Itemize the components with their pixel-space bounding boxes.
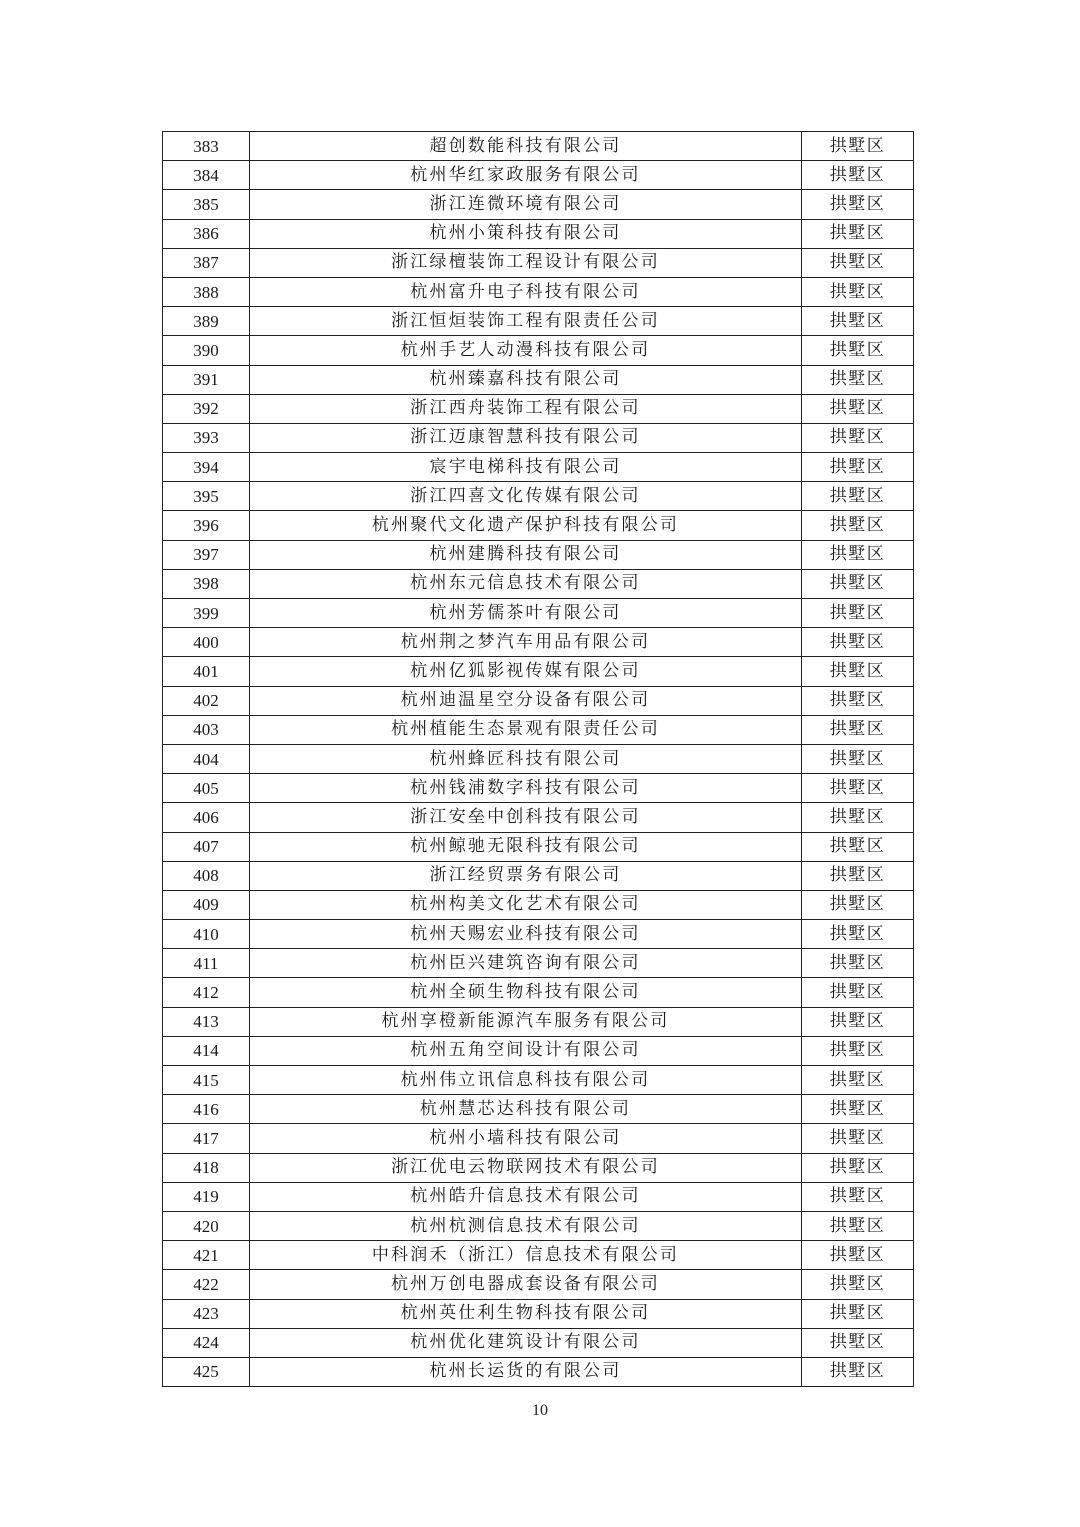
- table-row: [163, 190, 914, 219]
- row-number-cell: 421: [163, 1241, 250, 1270]
- district-cell: 拱墅区: [802, 1241, 914, 1270]
- table-row: [163, 1124, 914, 1153]
- district-cell: 拱墅区: [802, 1095, 914, 1124]
- table-row: [163, 920, 914, 949]
- company-name-cell: 浙江优电云物联网技术有限公司: [250, 1153, 802, 1182]
- district-cell: 拱墅区: [802, 540, 914, 569]
- company-name-cell: 杭州享橙新能源汽车服务有限公司: [250, 1007, 802, 1036]
- district-cell: 拱墅区: [802, 628, 914, 657]
- district-cell: 拱墅区: [802, 277, 914, 306]
- row-number-cell: 423: [163, 1299, 250, 1328]
- row-number-cell: 383: [163, 132, 250, 161]
- page-number: 10: [532, 1402, 548, 1419]
- row-number-cell: 393: [163, 423, 250, 452]
- table-row: [163, 1328, 914, 1357]
- district-cell: 拱墅区: [802, 132, 914, 161]
- district-cell: 拱墅区: [802, 1357, 914, 1386]
- district-cell: 拱墅区: [802, 569, 914, 598]
- district-cell: 拱墅区: [802, 1153, 914, 1182]
- table-row: [163, 336, 914, 365]
- row-number-cell: 401: [163, 657, 250, 686]
- row-number-cell: 392: [163, 394, 250, 423]
- row-number-cell: 397: [163, 540, 250, 569]
- company-name-cell: 杭州亿狐影视传媒有限公司: [250, 657, 802, 686]
- row-number-cell: 415: [163, 1066, 250, 1095]
- company-name-cell: 杭州鲸驰无限科技有限公司: [250, 832, 802, 861]
- district-cell: 拱墅区: [802, 599, 914, 628]
- row-number-cell: 384: [163, 161, 250, 190]
- table-row: [163, 803, 914, 832]
- table-row: [163, 1066, 914, 1095]
- district-cell: 拱墅区: [802, 1036, 914, 1065]
- row-number-cell: 385: [163, 190, 250, 219]
- row-number-cell: 417: [163, 1124, 250, 1153]
- company-name-cell: 杭州荆之梦汽车用品有限公司: [250, 628, 802, 657]
- table-row: [163, 1241, 914, 1270]
- row-number-cell: 390: [163, 336, 250, 365]
- company-name-cell: 浙江经贸票务有限公司: [250, 861, 802, 890]
- row-number-cell: 395: [163, 482, 250, 511]
- table-row: [163, 1357, 914, 1386]
- company-name-cell: 浙江四喜文化传媒有限公司: [250, 482, 802, 511]
- table-row: [163, 861, 914, 890]
- company-name-cell: 杭州万创电器成套设备有限公司: [250, 1270, 802, 1299]
- company-name-cell: 杭州五角空间设计有限公司: [250, 1036, 802, 1065]
- company-name-cell: 杭州小墙科技有限公司: [250, 1124, 802, 1153]
- district-cell: 拱墅区: [802, 949, 914, 978]
- table-row: [163, 423, 914, 452]
- company-name-cell: 杭州迪温星空分设备有限公司: [250, 686, 802, 715]
- row-number-cell: 416: [163, 1095, 250, 1124]
- company-name-cell: 杭州全硕生物科技有限公司: [250, 978, 802, 1007]
- row-number-cell: 400: [163, 628, 250, 657]
- row-number-cell: 387: [163, 248, 250, 277]
- table-row: [163, 628, 914, 657]
- table-row: [163, 569, 914, 598]
- district-cell: 拱墅区: [802, 774, 914, 803]
- table-row: [163, 744, 914, 773]
- district-cell: 拱墅区: [802, 978, 914, 1007]
- table-row: [163, 394, 914, 423]
- district-cell: 拱墅区: [802, 744, 914, 773]
- company-name-cell: 杭州钱浦数字科技有限公司: [250, 774, 802, 803]
- district-cell: 拱墅区: [802, 511, 914, 540]
- company-name-cell: 浙江安垒中创科技有限公司: [250, 803, 802, 832]
- table-row: [163, 132, 914, 161]
- district-cell: 拱墅区: [802, 832, 914, 861]
- district-cell: 拱墅区: [802, 1328, 914, 1357]
- row-number-cell: 412: [163, 978, 250, 1007]
- row-number-cell: 414: [163, 1036, 250, 1065]
- company-name-cell: 杭州芳儒茶叶有限公司: [250, 599, 802, 628]
- row-number-cell: 386: [163, 219, 250, 248]
- row-number-cell: 419: [163, 1182, 250, 1211]
- company-name-cell: 杭州蜂匠科技有限公司: [250, 744, 802, 773]
- row-number-cell: 425: [163, 1357, 250, 1386]
- row-number-cell: 407: [163, 832, 250, 861]
- table-row: [163, 161, 914, 190]
- company-name-cell: 超创数能科技有限公司: [250, 132, 802, 161]
- row-number-cell: 422: [163, 1270, 250, 1299]
- table-body: [163, 132, 914, 1387]
- company-name-cell: 杭州伟立讯信息科技有限公司: [250, 1066, 802, 1095]
- company-name-cell: 杭州植能生态景观有限责任公司: [250, 715, 802, 744]
- company-name-cell: 杭州建腾科技有限公司: [250, 540, 802, 569]
- table-row: [163, 657, 914, 686]
- company-list-table: [162, 131, 914, 1387]
- table-row: [163, 1153, 914, 1182]
- district-cell: 拱墅区: [802, 219, 914, 248]
- district-cell: 拱墅区: [802, 1007, 914, 1036]
- district-cell: 拱墅区: [802, 1270, 914, 1299]
- district-cell: 拱墅区: [802, 190, 914, 219]
- row-number-cell: 389: [163, 307, 250, 336]
- district-cell: 拱墅区: [802, 453, 914, 482]
- table-row: [163, 978, 914, 1007]
- table-row: [163, 890, 914, 919]
- company-name-cell: 杭州聚代文化遗产保护科技有限公司: [250, 511, 802, 540]
- district-cell: 拱墅区: [802, 803, 914, 832]
- table-row: [163, 715, 914, 744]
- table-row: [163, 248, 914, 277]
- row-number-cell: 402: [163, 686, 250, 715]
- table-row: [163, 686, 914, 715]
- company-name-cell: 杭州臣兴建筑咨询有限公司: [250, 949, 802, 978]
- table-row: [163, 1036, 914, 1065]
- district-cell: 拱墅区: [802, 920, 914, 949]
- district-cell: 拱墅区: [802, 861, 914, 890]
- table-row: [163, 365, 914, 394]
- company-name-cell: 浙江恒烜装饰工程有限责任公司: [250, 307, 802, 336]
- district-cell: 拱墅区: [802, 248, 914, 277]
- row-number-cell: 388: [163, 277, 250, 306]
- district-cell: 拱墅区: [802, 715, 914, 744]
- table-row: [163, 453, 914, 482]
- row-number-cell: 411: [163, 949, 250, 978]
- row-number-cell: 399: [163, 599, 250, 628]
- company-name-cell: 杭州臻嘉科技有限公司: [250, 365, 802, 394]
- company-name-cell: 杭州优化建筑设计有限公司: [250, 1328, 802, 1357]
- company-name-cell: 宸宇电梯科技有限公司: [250, 453, 802, 482]
- table-row: [163, 511, 914, 540]
- district-cell: 拱墅区: [802, 1182, 914, 1211]
- table-row: [163, 949, 914, 978]
- row-number-cell: 391: [163, 365, 250, 394]
- company-name-cell: 杭州慧芯达科技有限公司: [250, 1095, 802, 1124]
- company-name-cell: 杭州构美文化艺术有限公司: [250, 890, 802, 919]
- table-row: [163, 540, 914, 569]
- table-row: [163, 832, 914, 861]
- district-cell: 拱墅区: [802, 686, 914, 715]
- company-name-cell: 杭州杭测信息技术有限公司: [250, 1211, 802, 1240]
- district-cell: 拱墅区: [802, 657, 914, 686]
- company-name-cell: 杭州皓升信息技术有限公司: [250, 1182, 802, 1211]
- district-cell: 拱墅区: [802, 890, 914, 919]
- row-number-cell: 418: [163, 1153, 250, 1182]
- district-cell: 拱墅区: [802, 1066, 914, 1095]
- district-cell: 拱墅区: [802, 365, 914, 394]
- district-cell: 拱墅区: [802, 336, 914, 365]
- district-cell: 拱墅区: [802, 307, 914, 336]
- row-number-cell: 405: [163, 774, 250, 803]
- row-number-cell: 396: [163, 511, 250, 540]
- district-cell: 拱墅区: [802, 394, 914, 423]
- row-number-cell: 410: [163, 920, 250, 949]
- district-cell: 拱墅区: [802, 1211, 914, 1240]
- district-cell: 拱墅区: [802, 423, 914, 452]
- table-row: [163, 1299, 914, 1328]
- district-cell: 拱墅区: [802, 1124, 914, 1153]
- company-name-cell: 浙江绿檀装饰工程设计有限公司: [250, 248, 802, 277]
- district-cell: 拱墅区: [802, 1299, 914, 1328]
- row-number-cell: 409: [163, 890, 250, 919]
- company-name-cell: 浙江连微环境有限公司: [250, 190, 802, 219]
- document-page: [162, 131, 912, 1387]
- company-name-cell: 杭州小策科技有限公司: [250, 219, 802, 248]
- district-cell: 拱墅区: [802, 482, 914, 511]
- table-row: [163, 1182, 914, 1211]
- company-name-cell: 杭州英仕利生物科技有限公司: [250, 1299, 802, 1328]
- row-number-cell: 404: [163, 744, 250, 773]
- table-row: [163, 774, 914, 803]
- company-name-cell: 杭州手艺人动漫科技有限公司: [250, 336, 802, 365]
- company-name-cell: 浙江迈康智慧科技有限公司: [250, 423, 802, 452]
- row-number-cell: 413: [163, 1007, 250, 1036]
- table-row: [163, 1270, 914, 1299]
- row-number-cell: 420: [163, 1211, 250, 1240]
- row-number-cell: 394: [163, 453, 250, 482]
- company-name-cell: 浙江西舟装饰工程有限公司: [250, 394, 802, 423]
- table-row: [163, 1211, 914, 1240]
- company-name-cell: 中科润禾（浙江）信息技术有限公司: [250, 1241, 802, 1270]
- company-name-cell: 杭州华红家政服务有限公司: [250, 161, 802, 190]
- row-number-cell: 408: [163, 861, 250, 890]
- company-name-cell: 杭州长运货的有限公司: [250, 1357, 802, 1386]
- table-row: [163, 599, 914, 628]
- table-row: [163, 219, 914, 248]
- row-number-cell: 398: [163, 569, 250, 598]
- row-number-cell: 403: [163, 715, 250, 744]
- table-row: [163, 307, 914, 336]
- row-number-cell: 406: [163, 803, 250, 832]
- company-name-cell: 杭州天赐宏业科技有限公司: [250, 920, 802, 949]
- table-row: [163, 1095, 914, 1124]
- table-row: [163, 482, 914, 511]
- table-row: [163, 277, 914, 306]
- district-cell: 拱墅区: [802, 161, 914, 190]
- table-row: [163, 1007, 914, 1036]
- company-name-cell: 杭州富升电子科技有限公司: [250, 277, 802, 306]
- row-number-cell: 424: [163, 1328, 250, 1357]
- company-name-cell: 杭州东元信息技术有限公司: [250, 569, 802, 598]
